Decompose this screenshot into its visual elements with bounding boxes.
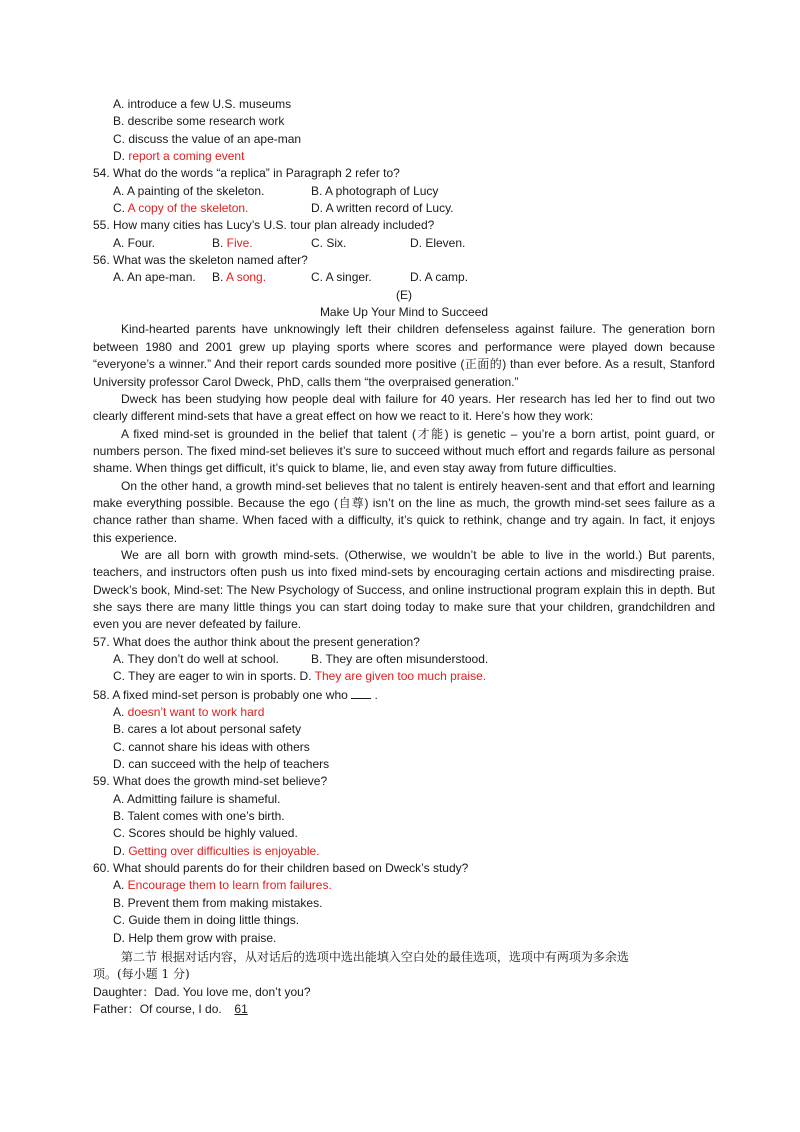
blank-number: 61 [234, 1001, 248, 1016]
q53-option-d: D. report a coming event [113, 149, 245, 164]
q59-stem: 59. What does the growth mind-set believe? [93, 774, 328, 789]
section2-instructions-cont: 项。(每小题 1 分) [93, 967, 190, 982]
q58-option-c: C. cannot share his ideas with others [113, 739, 310, 754]
q54-stem: 54. What do the words “a replica” in Paragraph 2 refer to? [93, 166, 400, 181]
answer-highlight: report a coming event [128, 149, 245, 164]
q60-stem: 60. What should parents do for their children based on Dweck’s study? [93, 861, 469, 876]
q59-option-a: A. Admitting failure is shameful. [113, 791, 281, 806]
q57-options-row2: C. They are eager to win in sports. D. They are given too much praise. [113, 669, 487, 684]
exam-page [93, 96, 715, 1018]
paragraph-3: A fixed mind-set is grounded in the belief that talent (才能) is genetic – you’re a born artist, point guard, or numbers person. The fixed mind-set believes it’s sure to succeed without much effort and regards failure as personal shame. When things get difficult, it’s quick to blame, lie, and even stay away from future difficulties. [93, 426, 715, 476]
answer-highlight: A song. [226, 270, 267, 285]
q57-stem: 57. What does the author think about the present generation? [93, 634, 420, 649]
q53-option-c: C. discuss the value of an ape-man [113, 131, 302, 146]
answer-blank [351, 686, 371, 699]
q60-option-d: D. Help them grow with praise. [113, 930, 277, 945]
q54-options-row2: C. A copy of the skeleton. D. A written record of Lucy. [113, 201, 454, 216]
dialogue-father: Father：Of course, I do. 61 [93, 1001, 715, 1018]
section2-instructions: 第二节 根据对话内容，从对话后的选项中选出能填入空白处的最佳选项，选项中有两项为多余选 [121, 949, 629, 964]
passage-title: Make Up Your Mind to Succeed [319, 305, 489, 320]
answer-highlight: A copy of the skeleton. [127, 201, 249, 216]
q58-option-d: D. can succeed with the help of teachers [113, 757, 330, 772]
q58-option-b: B. cares a lot about personal safety [113, 722, 302, 737]
q53-option-b: B. describe some research work [113, 114, 285, 129]
dialogue-daughter: Daughter：Dad. You love me, don’t you? [93, 984, 311, 999]
q55-options: A. Four. B. Five. C. Six. D. Eleven. [113, 235, 466, 250]
answer-highlight: doesn’t want to work hard [127, 705, 265, 720]
q55-stem: 55. How many cities has Lucy’s U.S. tour plan already included? [93, 218, 435, 233]
paragraph-4: On the other hand, a growth mind-set believes that no talent is entirely heaven-sent and that effort and learning make everything possible. Because the ego (自尊) isn’t on the line as much, the growth mind-set sees failure as a chance rather than shame. When faced with a difficulty, it’s quick to rethink, change and try again. In fact, it enjoys this experience. [93, 478, 715, 545]
q60-option-c: C. Guide them in doing little things. [113, 913, 300, 928]
answer-highlight: They are given too much praise. [314, 669, 487, 684]
answer-highlight: Five. [226, 235, 253, 250]
paragraph-1: Kind-hearted parents have unknowingly left their children defenseless against failure. The generation born between 1980 and 2001 grew up playing sports where scores and performance were played down because “everyone’s a winner.” And their report cards sounded more positive (正面的) than ever before. As a result, Stanford University professor Carol Dweck, PhD, calls them “the overpraised generation.” [93, 322, 715, 389]
q60-option-a: A. Encourage them to learn from failures. [113, 878, 332, 893]
q58-option-a: A. doesn’t want to work hard [113, 705, 265, 720]
q57-options-row1: A. They don’t do well at school. B. They are often misunderstood. [113, 652, 489, 666]
answer-highlight: Getting over difficulties is enjoyable. [128, 843, 320, 858]
answer-highlight: Encourage them to learn from failures. [127, 878, 332, 893]
paragraph-2: Dweck has been studying how people deal with failure for 40 years. Her research has led her to find out two clearly different mind-sets that have a great effect on how we react to it. Here’s how they work: [93, 391, 715, 424]
q58-stem: 58. A fixed mind-set person is probably one who . [93, 687, 378, 702]
q53-option-a: A. introduce a few U.S. museums [113, 97, 292, 111]
passage-label: (E) [396, 287, 412, 302]
q59-option-b: B. Talent comes with one’s birth. [113, 809, 285, 824]
q59-option-c: C. Scores should be highly valued. [113, 826, 298, 841]
q54-options-row1: A. A painting of the skeleton. B. A photograph of Lucy [113, 183, 439, 198]
q59-option-d: D. Getting over difficulties is enjoyable. [113, 843, 320, 858]
q56-options: A. An ape-man. B. A song. C. A singer. D. A camp. [113, 270, 469, 285]
q60-option-b: B. Prevent them from making mistakes. [113, 895, 323, 910]
q56-stem: 56. What was the skeleton named after? [93, 253, 308, 268]
paragraph-5: We are all born with growth mind-sets. (Otherwise, we wouldn’t be able to live in the world.) But parents, teachers, and instructors often push us into fixed mind-sets by encouraging certain actions and misdirecting praise. Dweck’s book, Mind-set: The New Psychology of Success, and online instructional program explain this in depth. But she says there are many little things you can start doing today to make sure that your children, grandchildren and even you are never defeated by failure. [93, 547, 715, 632]
